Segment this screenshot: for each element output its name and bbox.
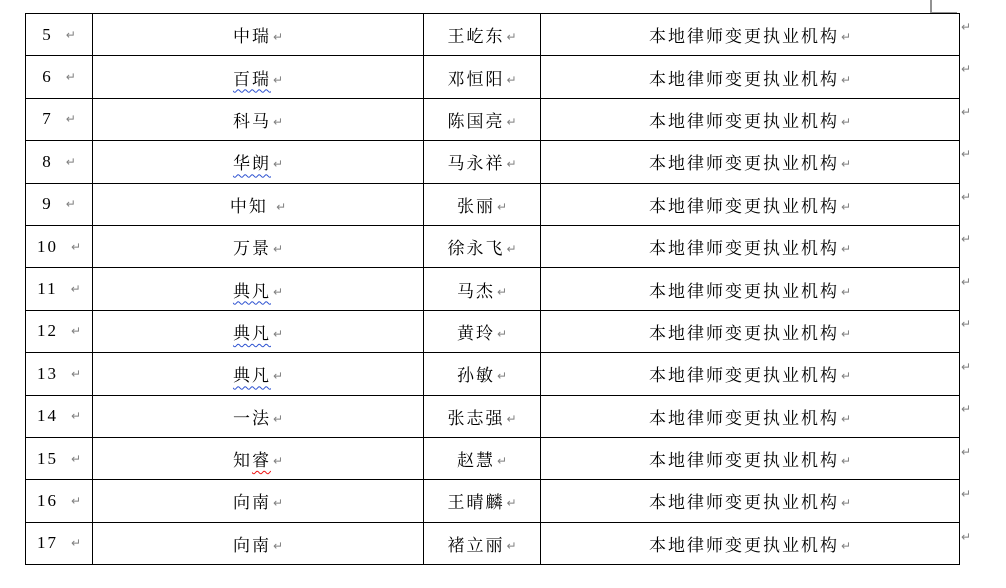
table-row bbox=[26, 353, 960, 395]
end-of-row-mark-slot bbox=[961, 395, 985, 437]
end-of-cell-mark: ↵ bbox=[272, 72, 284, 87]
table-row bbox=[26, 480, 960, 522]
end-of-cell-mark: ↵ bbox=[506, 411, 517, 426]
change-type-cell[interactable] bbox=[541, 56, 960, 98]
firm-name: 典凡 bbox=[232, 366, 271, 386]
firm-name: 中瑞 bbox=[232, 27, 271, 47]
row-number: 13 bbox=[36, 363, 58, 383]
table-row bbox=[26, 141, 960, 183]
end-of-cell-mark: ↵ bbox=[840, 496, 852, 511]
lawyer-name-cell[interactable] bbox=[424, 141, 541, 183]
row-number: 12 bbox=[36, 321, 58, 341]
row-number-cell[interactable] bbox=[26, 141, 93, 183]
end-of-row-mark: ↵ bbox=[961, 62, 972, 77]
lawyer-name: 张志强 bbox=[447, 408, 505, 428]
row-number-cell[interactable] bbox=[26, 183, 93, 225]
row-number-cell[interactable] bbox=[26, 268, 93, 310]
firm-name-cell[interactable] bbox=[93, 56, 424, 98]
row-number: 8 bbox=[42, 151, 53, 171]
change-type-cell[interactable] bbox=[541, 480, 960, 522]
end-of-row-mark-slot bbox=[961, 13, 985, 55]
firm-name-cell[interactable] bbox=[93, 480, 424, 522]
end-of-cell-mark: ↵ bbox=[70, 282, 81, 297]
end-of-cell-mark: ↵ bbox=[276, 199, 287, 214]
end-of-cell-mark: ↵ bbox=[65, 112, 76, 127]
lawyer-name: 张丽 bbox=[456, 196, 495, 216]
lawyer-name: 马杰 bbox=[456, 281, 495, 301]
change-type-text: 本地律师变更执业机构 bbox=[648, 535, 839, 555]
firm-name: 向南 bbox=[232, 535, 271, 555]
end-of-cell-mark: ↵ bbox=[506, 242, 517, 257]
end-of-cell-mark: ↵ bbox=[496, 369, 508, 384]
firm-name-cell[interactable] bbox=[93, 353, 424, 395]
end-of-row-mark: ↵ bbox=[961, 104, 972, 119]
end-of-row-mark: ↵ bbox=[961, 359, 972, 374]
end-of-cell-mark: ↵ bbox=[840, 411, 852, 426]
firm-name-cell[interactable] bbox=[93, 98, 424, 140]
end-of-cell-mark: ↵ bbox=[70, 366, 82, 381]
end-of-cell-mark: ↵ bbox=[272, 114, 284, 129]
firm-name: 典凡 bbox=[232, 281, 271, 301]
row-number: 11 bbox=[37, 279, 58, 299]
change-type-text: 本地律师变更执业机构 bbox=[648, 196, 839, 216]
end-of-cell-mark: ↵ bbox=[272, 369, 284, 384]
lawyer-name: 褚立丽 bbox=[447, 535, 505, 555]
firm-name-cell[interactable] bbox=[93, 14, 424, 56]
end-of-row-mark: ↵ bbox=[961, 317, 972, 332]
row-number-cell[interactable] bbox=[26, 480, 93, 522]
lawyer-name: 赵慧 bbox=[456, 451, 495, 471]
end-of-cell-mark: ↵ bbox=[506, 157, 517, 172]
end-of-row-mark-slot bbox=[961, 183, 985, 225]
firm-name: 典凡 bbox=[232, 323, 271, 343]
table-row bbox=[26, 14, 960, 56]
end-of-row-mark: ↵ bbox=[961, 274, 972, 289]
end-of-cell-mark: ↵ bbox=[506, 496, 517, 511]
lawyer-name: 孙敏 bbox=[456, 366, 495, 386]
lawyer-name-cell[interactable] bbox=[424, 98, 541, 140]
change-type-text: 本地律师变更执业机构 bbox=[648, 323, 839, 343]
end-of-row-mark-slot bbox=[961, 98, 985, 140]
lawyer-name: 黄玲 bbox=[456, 323, 495, 343]
end-of-cell-mark: ↵ bbox=[272, 30, 284, 45]
row-number-cell[interactable] bbox=[26, 14, 93, 56]
table-body bbox=[26, 14, 960, 565]
table-row bbox=[26, 56, 960, 98]
table-row bbox=[26, 268, 960, 310]
end-of-cell-mark: ↵ bbox=[840, 114, 852, 129]
end-of-row-marks-column bbox=[961, 13, 985, 565]
lawyer-name-cell[interactable] bbox=[424, 522, 541, 564]
change-type-text: 本地律师变更执业机构 bbox=[648, 493, 839, 513]
end-of-cell-mark: ↵ bbox=[840, 538, 852, 553]
table-row bbox=[26, 225, 960, 267]
lawyer-name-cell[interactable] bbox=[424, 437, 541, 479]
end-of-cell-mark: ↵ bbox=[840, 284, 852, 299]
end-of-cell-mark: ↵ bbox=[840, 369, 852, 384]
row-number-cell[interactable] bbox=[26, 56, 93, 98]
end-of-cell-mark: ↵ bbox=[496, 326, 508, 341]
firm-name: 一法 bbox=[232, 408, 271, 428]
change-type-text: 本地律师变更执业机构 bbox=[648, 281, 839, 301]
change-type-text: 本地律师变更执业机构 bbox=[648, 154, 839, 174]
end-of-cell-mark: ↵ bbox=[496, 454, 508, 469]
end-of-cell-mark: ↵ bbox=[272, 242, 284, 257]
firm-name-cell[interactable] bbox=[93, 225, 424, 267]
end-of-row-mark-slot bbox=[961, 523, 985, 565]
end-of-cell-mark: ↵ bbox=[70, 451, 82, 466]
end-of-row-mark: ↵ bbox=[961, 444, 972, 459]
firm-name: 科马 bbox=[232, 111, 271, 131]
end-of-row-mark-slot bbox=[961, 140, 985, 182]
table-row bbox=[26, 183, 960, 225]
row-number-cell[interactable] bbox=[26, 437, 93, 479]
change-type-cell[interactable] bbox=[541, 437, 960, 479]
end-of-row-mark: ↵ bbox=[961, 487, 972, 502]
change-type-cell[interactable] bbox=[541, 98, 960, 140]
firm-name: 向南 bbox=[232, 493, 271, 513]
change-type-cell[interactable] bbox=[541, 141, 960, 183]
end-of-cell-mark: ↵ bbox=[65, 154, 76, 169]
end-of-cell-mark: ↵ bbox=[840, 30, 852, 45]
table-row bbox=[26, 522, 960, 564]
end-of-cell-mark: ↵ bbox=[840, 157, 852, 172]
table-row bbox=[26, 395, 960, 437]
firm-name-cell[interactable] bbox=[93, 268, 424, 310]
row-number-cell[interactable] bbox=[26, 98, 93, 140]
end-of-row-mark: ↵ bbox=[961, 20, 972, 34]
row-number-cell[interactable] bbox=[26, 310, 93, 352]
change-type-cell[interactable] bbox=[541, 353, 960, 395]
lawyer-name-cell[interactable] bbox=[424, 395, 541, 437]
end-of-row-mark: ↵ bbox=[961, 529, 972, 544]
row-number: 10 bbox=[36, 236, 58, 256]
end-of-cell-mark: ↵ bbox=[70, 493, 82, 508]
end-of-cell-mark: ↵ bbox=[840, 326, 852, 341]
change-type-text: 本地律师变更执业机构 bbox=[648, 69, 839, 89]
change-type-cell[interactable] bbox=[541, 395, 960, 437]
end-of-cell-mark: ↵ bbox=[70, 239, 82, 254]
lawyer-name-cell[interactable] bbox=[424, 268, 541, 310]
end-of-cell-mark: ↵ bbox=[70, 324, 82, 339]
change-type-text: 本地律师变更执业机构 bbox=[648, 111, 839, 131]
row-number-cell[interactable] bbox=[26, 353, 93, 395]
lawyer-name-cell[interactable] bbox=[424, 14, 541, 56]
end-of-row-mark-slot bbox=[961, 353, 985, 395]
row-number-cell[interactable] bbox=[26, 522, 93, 564]
row-number: 14 bbox=[36, 406, 58, 426]
row-number: 6 bbox=[42, 67, 53, 87]
lawyer-name: 徐永飞 bbox=[447, 239, 505, 259]
end-of-row-mark: ↵ bbox=[961, 402, 972, 417]
end-of-cell-mark: ↵ bbox=[840, 242, 852, 257]
end-of-row-mark-slot bbox=[961, 225, 985, 267]
lawyer-name: 邓恒阳 bbox=[447, 69, 505, 89]
firm-name-misspelled-part: 睿 bbox=[251, 451, 271, 471]
end-of-row-mark-slot bbox=[961, 438, 985, 480]
change-type-cell[interactable] bbox=[541, 268, 960, 310]
change-type-text: 本地律师变更执业机构 bbox=[648, 27, 839, 47]
end-of-cell-mark: ↵ bbox=[496, 199, 508, 214]
end-of-cell-mark: ↵ bbox=[840, 72, 852, 87]
end-of-cell-mark: ↵ bbox=[506, 30, 517, 45]
table-row bbox=[26, 98, 960, 140]
firm-name: 百瑞 bbox=[232, 69, 271, 89]
lawyer-name: 王屹东 bbox=[447, 27, 505, 47]
row-number: 5 bbox=[42, 24, 53, 44]
change-type-cell[interactable] bbox=[541, 522, 960, 564]
end-of-row-mark-slot bbox=[961, 310, 985, 352]
end-of-cell-mark: ↵ bbox=[65, 197, 76, 212]
row-number: 7 bbox=[42, 109, 53, 129]
end-of-cell-mark: ↵ bbox=[506, 538, 517, 553]
end-of-cell-mark: ↵ bbox=[70, 409, 82, 424]
end-of-cell-mark: ↵ bbox=[272, 454, 284, 469]
lawyer-name: 陈国亮 bbox=[447, 111, 505, 131]
table-row bbox=[26, 437, 960, 479]
row-number-cell[interactable] bbox=[26, 395, 93, 437]
table-row bbox=[26, 310, 960, 352]
firm-name-cell[interactable] bbox=[93, 141, 424, 183]
lawyer-name-cell[interactable] bbox=[424, 225, 541, 267]
change-type-cell[interactable] bbox=[541, 183, 960, 225]
end-of-row-mark-slot bbox=[961, 480, 985, 522]
end-of-cell-mark: ↵ bbox=[272, 538, 284, 553]
firm-name-cell[interactable] bbox=[93, 522, 424, 564]
change-type-cell[interactable] bbox=[541, 225, 960, 267]
row-number-cell[interactable] bbox=[26, 225, 93, 267]
row-number: 9 bbox=[42, 194, 53, 214]
lawyer-name-cell[interactable] bbox=[424, 310, 541, 352]
row-number: 16 bbox=[36, 490, 58, 510]
end-of-cell-mark: ↵ bbox=[65, 27, 76, 42]
lawyer-name-cell[interactable] bbox=[424, 480, 541, 522]
end-of-cell-mark: ↵ bbox=[272, 326, 284, 341]
firm-name-cell[interactable] bbox=[93, 183, 424, 225]
change-type-text: 本地律师变更执业机构 bbox=[648, 366, 839, 386]
lawyer-name: 马永祥 bbox=[447, 154, 505, 174]
lawyer-name-cell[interactable] bbox=[424, 353, 541, 395]
lawyer-name-cell[interactable] bbox=[424, 56, 541, 98]
change-type-cell[interactable] bbox=[541, 14, 960, 56]
end-of-row-mark: ↵ bbox=[961, 189, 972, 204]
lawyers-change-table bbox=[25, 13, 960, 565]
row-number: 15 bbox=[36, 448, 58, 468]
row-number: 17 bbox=[36, 533, 58, 553]
end-of-cell-mark: ↵ bbox=[272, 284, 284, 299]
change-type-text: 本地律师变更执业机构 bbox=[648, 408, 839, 428]
lawyer-name-cell[interactable] bbox=[424, 183, 541, 225]
change-type-cell[interactable] bbox=[541, 310, 960, 352]
end-of-row-mark: ↵ bbox=[961, 147, 972, 162]
firm-name: 华朗 bbox=[232, 154, 271, 174]
firm-name-cell[interactable] bbox=[93, 395, 424, 437]
end-of-cell-mark: ↵ bbox=[70, 536, 82, 551]
end-of-row-mark-slot bbox=[961, 268, 985, 310]
change-type-text: 本地律师变更执业机构 bbox=[648, 451, 839, 471]
end-of-cell-mark: ↵ bbox=[272, 496, 284, 511]
lawyer-name: 王晴麟 bbox=[447, 493, 505, 513]
firm-name-cell[interactable] bbox=[93, 310, 424, 352]
end-of-cell-mark: ↵ bbox=[496, 284, 508, 299]
firm-name: 万景 bbox=[232, 239, 271, 259]
end-of-cell-mark: ↵ bbox=[272, 157, 284, 172]
firm-name: 知 bbox=[232, 451, 252, 471]
end-of-cell-mark: ↵ bbox=[506, 72, 517, 87]
firm-name-cell[interactable] bbox=[93, 437, 424, 479]
firm-name: 中知 bbox=[229, 196, 268, 216]
end-of-cell-mark: ↵ bbox=[506, 114, 517, 129]
end-of-row-mark-slot bbox=[961, 55, 985, 97]
end-of-cell-mark: ↵ bbox=[272, 411, 284, 426]
end-of-cell-mark: ↵ bbox=[65, 70, 76, 85]
change-type-text: 本地律师变更执业机构 bbox=[648, 239, 839, 259]
end-of-cell-mark: ↵ bbox=[840, 199, 852, 214]
end-of-row-mark: ↵ bbox=[961, 232, 972, 247]
end-of-cell-mark: ↵ bbox=[840, 454, 852, 469]
